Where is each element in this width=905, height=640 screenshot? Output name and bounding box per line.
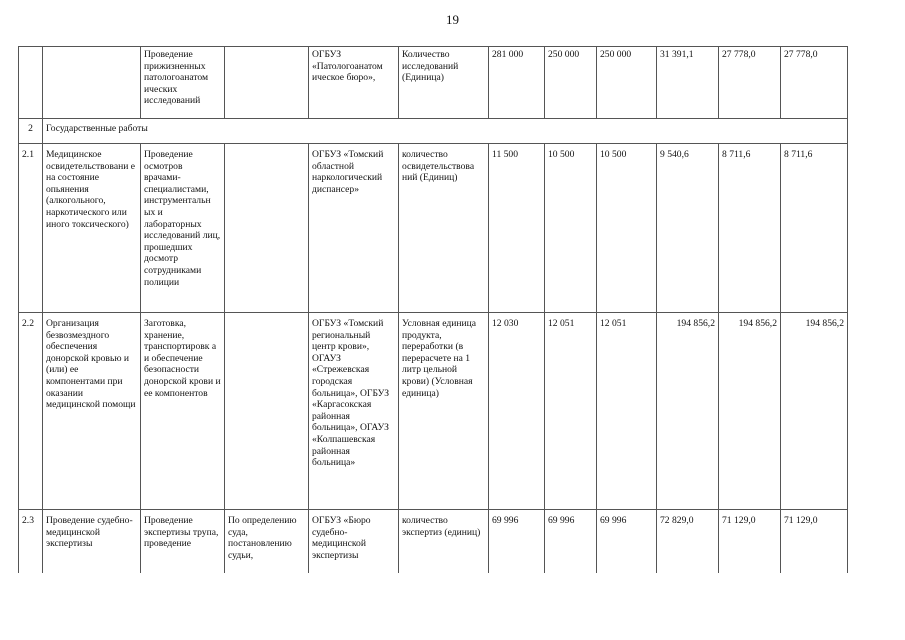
services-table [18,46,848,573]
finance-year2-cell: 8 711,6 [719,144,781,313]
volume-year1-cell: 12 030 [489,313,545,510]
volume-year3-cell: 12 051 [597,313,657,510]
finance-year3-cell: 27 778,0 [781,47,848,119]
table-row [19,313,848,510]
work-name-cell [43,47,141,119]
indicator-cell: Условная единица продукта, переработки (в перерасчете на 1 литр цельной крови) (Условная единица) [399,313,489,510]
condition-cell [225,313,309,510]
work-content-cell: Проведение экспертизы трупа, проведение [141,510,225,574]
volume-year1-cell: 11 500 [489,144,545,313]
institution-cell: ОГБУЗ «Томский областной наркологический диспансер» [309,144,399,313]
work-content-cell: Проведение осмотров врачами-специалистами, инструментальн ых и лабораторных исследований лиц, прошедших досмотр сотрудниками полиции [141,144,225,313]
institution-cell: ОГБУЗ «Томский региональный центр крови», ОГАУЗ «Стрежевская городская больница», ОГБУЗ «Каргасокская районная больница», ОГАУЗ «Колпашевская районная больница» [309,313,399,510]
finance-year3-cell: 8 711,6 [781,144,848,313]
finance-year2-cell: 71 129,0 [719,510,781,574]
volume-year2-cell: 69 996 [545,510,597,574]
section-title-cell: Государственные работы [43,119,848,144]
page-number: 19 [446,12,459,27]
finance-year1-cell: 31 391,1 [657,47,719,119]
indicator-cell: Количество исследований (Единица) [399,47,489,119]
condition-cell [225,47,309,119]
volume-year1-cell: 281 000 [489,47,545,119]
row-number-cell: 2.1 [19,144,43,313]
finance-year1-cell: 194 856,2 [657,313,719,510]
work-content-cell: Заготовка, хранение, транспортировк а и обеспечение безопасности донорской крови и ее компонентов [141,313,225,510]
work-name-cell: Медицинское освидетельствовани е на состояние опьянения (алкогольного, наркотического или иного токсического) [43,144,141,313]
section-header-row [19,119,848,144]
indicator-cell: количество освидетельствова ний (Единиц) [399,144,489,313]
work-name-cell: Организация безвозмездного обеспечения донорской кровью и (или) ее компонентами при оказании медицинской помощи [43,313,141,510]
volume-year3-cell: 250 000 [597,47,657,119]
finance-year3-cell: 194 856,2 [781,313,848,510]
row-number-cell: 2.2 [19,313,43,510]
volume-year2-cell: 250 000 [545,47,597,119]
condition-cell: По определению суда, постановлению судьи, [225,510,309,574]
volume-year3-cell: 69 996 [597,510,657,574]
work-name-cell: Проведение судебно-медицинской экспертизы [43,510,141,574]
row-number-cell [19,47,43,119]
section-number-cell: 2 [19,119,43,144]
volume-year3-cell: 10 500 [597,144,657,313]
indicator-cell: количество экспертиз (единиц) [399,510,489,574]
finance-year2-cell: 27 778,0 [719,47,781,119]
finance-year2-cell: 194 856,2 [719,313,781,510]
finance-year1-cell: 72 829,0 [657,510,719,574]
table-row [19,510,848,574]
volume-year2-cell: 12 051 [545,313,597,510]
row-number-cell: 2.3 [19,510,43,574]
work-content-cell: Проведение прижизненных патологоанатом ических исследований [141,47,225,119]
table-row [19,47,848,119]
table-row [19,144,848,313]
institution-cell: ОГБУЗ «Патологоанатом ическое бюро», [309,47,399,119]
volume-year2-cell: 10 500 [545,144,597,313]
institution-cell: ОГБУЗ «Бюро судебно-медицинской экспертизы [309,510,399,574]
volume-year1-cell: 69 996 [489,510,545,574]
condition-cell [225,144,309,313]
finance-year1-cell: 9 540,6 [657,144,719,313]
finance-year3-cell: 71 129,0 [781,510,848,574]
